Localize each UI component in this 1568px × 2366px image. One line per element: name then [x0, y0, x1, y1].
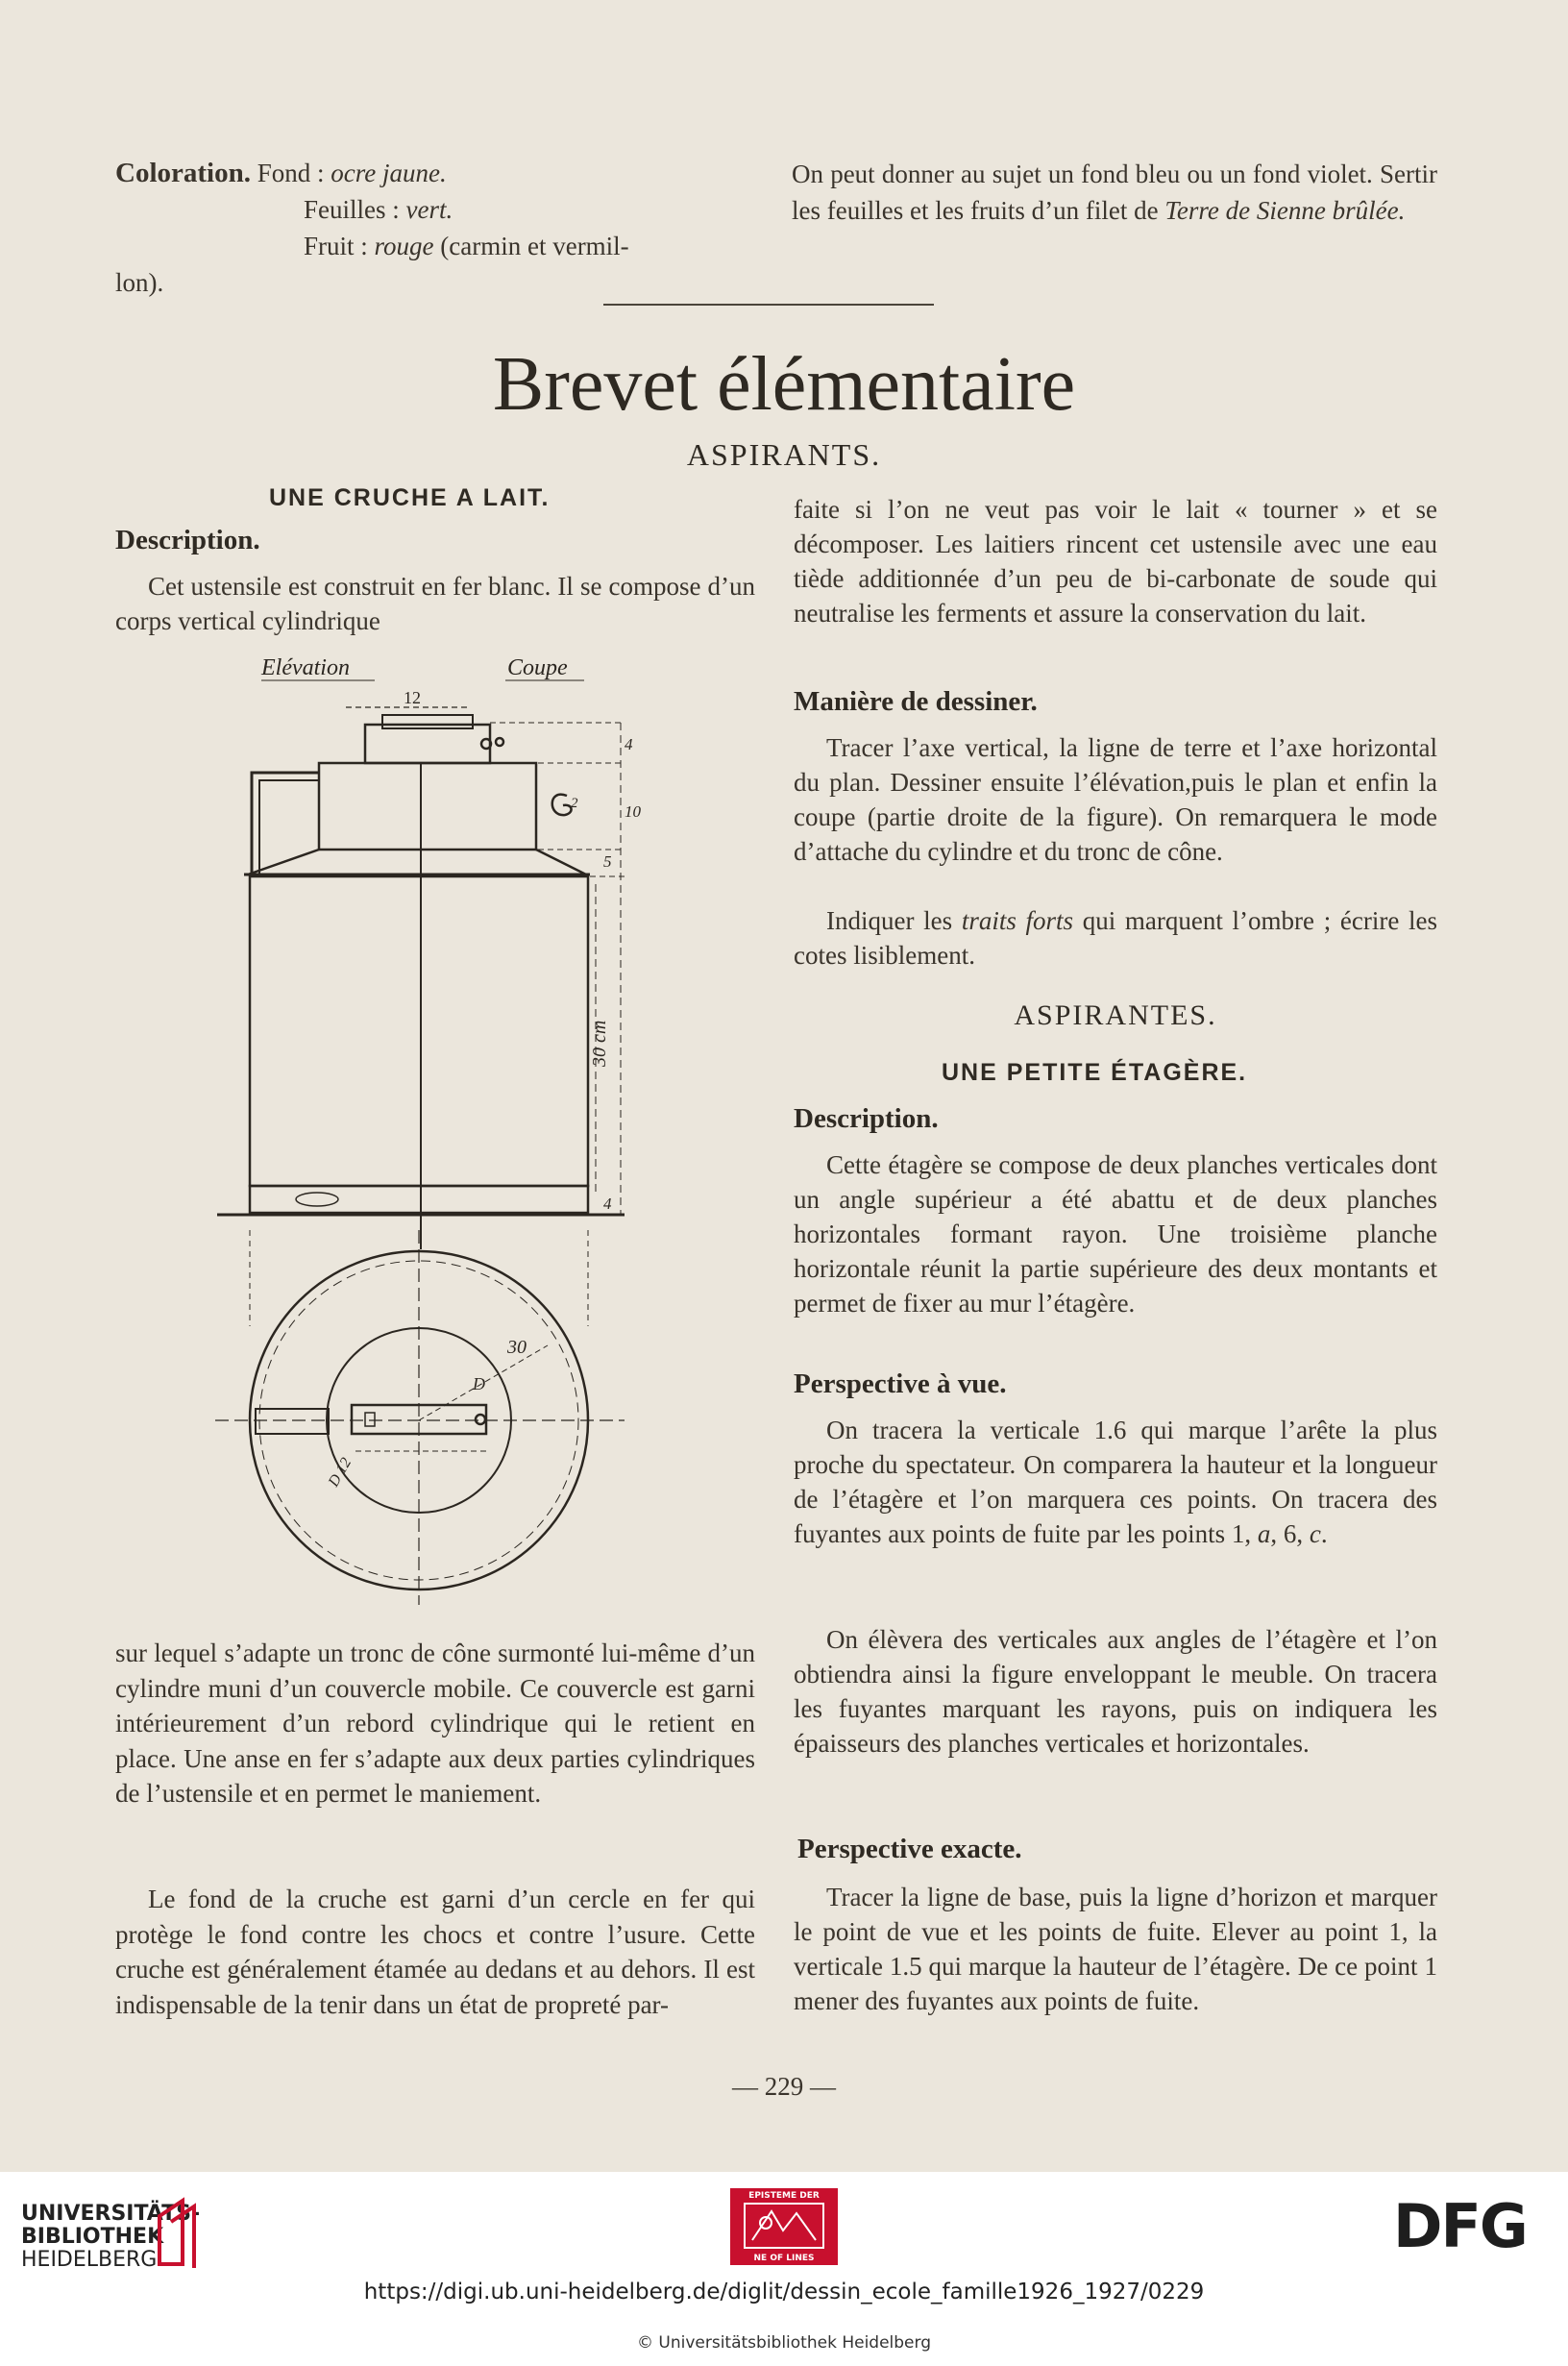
jug-lid-hinge-2 — [496, 738, 503, 746]
dim-4-top: 4 — [625, 735, 633, 753]
library-line-2: BIBLIOTHEK — [21, 2225, 164, 2249]
lid-rim-detail — [552, 795, 572, 815]
aspirants-heading: ASPIRANTS. — [686, 437, 882, 472]
etagere-heading: UNE PETITE ÉTAGÈRE. — [942, 1059, 1248, 1086]
coloration-line-3 — [304, 229, 769, 263]
permalink-url[interactable]: https://digi.ub.uni-heidelberg.de/diglit/dessin_ecole_famille1926_1927/0229 — [363, 2280, 1205, 2304]
library-logo-icon — [154, 2197, 200, 2272]
dim-12: 12 — [404, 688, 421, 707]
aspirantes-heading: ASPIRANTES. — [1014, 999, 1217, 1031]
dim-10: 10 — [625, 802, 641, 821]
cruche-description-3: Le fond de la cruche est garni d’un cercle en fer qui protège le fond contre les chocs et contre l’usure. Cette cruche est généralement étamée au dedans et au dehors. Il est indispensable de la tenir dans un état de propreté par- — [115, 1885, 755, 2019]
elevation-label: Elévation — [261, 655, 350, 680]
perspective-vue-paragraph-2: On élèvera des verticales aux angles de l’étagère et l’on obtiendra ainsi la figure enveloppant le meuble. On tracera les fuyantes marquant les rayons, puis on indiquera les épaisseurs des planches verticales et horizontales. — [794, 1625, 1437, 1758]
perspective-vue-1-plain: On tracera la verticale 1.6 qui marque l’arête la plus proche du spectateur. On comparera la hauteur et la longueur de l’étagère et l’on marquera ces points. On tracera des fuyantes aux points de fuite par les points 1, — [794, 1416, 1437, 1548]
maniere-2-rest: qui marquent l’ombre ; écrire les cotes lisiblement. — [794, 906, 1437, 970]
maniere-paragraph-1: Tracer l’axe vertical, la ligne de terre et l’axe horizontal du plan. Dessiner ensuite l’élévation,puis le plan et enfin la coupe (partie droite de la figure). On remarquera le mode d’attache du cylindre et du tronc de cône. — [794, 733, 1437, 866]
copyright-notice: © Universitätsbibliothek Heidelberg — [636, 2333, 931, 2353]
cruche-description-1: Cet ustensile est construit en fer blanc. Il se compose d’un corps vertical cylindrique — [115, 572, 755, 635]
dim-2: 2 — [571, 796, 578, 811]
fruit-value: rouge — [374, 232, 434, 260]
badge-graphic-icon — [743, 2202, 825, 2250]
feuilles-label: Feuilles : — [304, 195, 406, 224]
jug-upper-cylinder — [319, 763, 536, 850]
cruche-description-label: Description. — [115, 525, 260, 555]
jug-lid — [365, 725, 490, 763]
perspective-vue-label: Perspective à vue. — [794, 1368, 1007, 1399]
plan-knob-detail-left — [365, 1413, 375, 1426]
jug-bottom-ring — [250, 1186, 588, 1213]
coloration-right-text-plain: On peut donner au sujet un fond bleu ou un fond violet. Sertir les feuilles et les fruits d’un filet de — [792, 160, 1437, 225]
coloration-line-4: lon). — [115, 268, 164, 297]
maniere-2-plain: Indiquer les — [826, 906, 962, 935]
cruche-description-2: sur lequel s’adapte un tronc de cône surmonté lui-même d’un cylindre muni d’un couvercle mobile. Ce couvercle est garni intérieurement d’un rebord cylindrique qui le retient en place. Une anse en fer s’adapte aux deux parties cylindriques de l’ustensile et en permet le maniement. — [115, 1639, 755, 1808]
perspective-vue-paragraph-1 — [794, 1413, 1437, 1551]
library-line-3: HEIDELBERG — [21, 2248, 158, 2272]
fond-value: ocre jaune. — [331, 159, 447, 187]
episteme-badge[interactable] — [730, 2188, 838, 2265]
etagere-description-label: Description. — [794, 1103, 939, 1134]
maniere-label: Manière de dessiner. — [794, 686, 1038, 717]
ring-rivet — [296, 1193, 338, 1206]
library-line-1: UNIVERSITÄTS- — [21, 2202, 201, 2226]
dfg-logo[interactable]: DFG — [1393, 2191, 1527, 2261]
separator-rule — [603, 304, 934, 306]
cruche-description-4: faite si l’on ne veut pas voir le lait « tourner » et se décomposer. Les laitiers rincent cet ustensile avec une eau tiède additionnée d’un peu de bi-carbonate de soude qui neutralise les ferments et assure la conservation du lait. — [794, 495, 1437, 628]
dim-d12: D 12 — [325, 1455, 355, 1490]
dim-5: 5 — [603, 852, 612, 871]
feuilles-value: vert. — [405, 195, 453, 224]
perspective-vue-1-c: c — [1309, 1519, 1321, 1548]
coloration-line-2 — [304, 192, 765, 227]
perspective-vue-1-mid: , 6, — [1270, 1519, 1310, 1548]
perspective-exacte-paragraph: Tracer la ligne de base, puis la ligne d’horizon et marquer le point de vue et les points de fuite. Elever au point 1, la verticale 1.5 qui marque la hauteur de l’étagère. De ce point 1 mener des fuyantes aux points de fuite. — [794, 1883, 1437, 2015]
jug-lid-knob — [382, 715, 473, 728]
coloration-label: Coloration. — [115, 158, 251, 188]
page-title: Brevet élémentaire — [492, 342, 1076, 427]
perspective-exacte-label: Perspective exacte. — [797, 1834, 1022, 1864]
dim-30: 30 — [507, 1337, 527, 1358]
dim-d: D — [473, 1374, 485, 1393]
fruit-rest: (carmin et vermil- — [433, 232, 629, 260]
fruit-label: Fruit : — [304, 232, 375, 260]
jug-handle-inner — [259, 780, 319, 876]
cruche-heading: UNE CRUCHE A LAIT. — [269, 484, 551, 511]
plan-knob-detail-right — [476, 1415, 485, 1424]
badge-line-1: EPISTEME DER — [748, 2191, 820, 2201]
coupe-label: Coupe — [507, 655, 568, 680]
coloration-right-text-italic: Terre de Sienne brûlée. — [1164, 196, 1406, 225]
dim-30cm: 30 cm — [589, 1020, 610, 1067]
plan-handle — [256, 1409, 329, 1434]
perspective-vue-1-end: . — [1320, 1519, 1328, 1548]
fond-label: Fond : — [257, 159, 331, 187]
milk-jug-drawing — [202, 653, 673, 1605]
badge-line-2: NE OF LINES — [753, 2254, 815, 2263]
dim-4-bottom: 4 — [603, 1195, 612, 1213]
maniere-2-italic: traits forts — [961, 906, 1074, 935]
page-number: — 229 — — [732, 2072, 836, 2101]
jug-cone — [248, 850, 586, 875]
maniere-paragraph-2 — [794, 903, 1437, 973]
coloration-right-text — [792, 156, 1437, 229]
viewer-footer — [0, 2172, 1568, 2366]
coloration-line-1 — [115, 156, 769, 190]
perspective-vue-1-a: a — [1257, 1519, 1271, 1548]
jug-body — [250, 876, 588, 1186]
etagere-description-1: Cette étagère se compose de deux planches verticales dont un angle supérieur a été abattu et de deux planches horizontales formant rayon. Une troisième planche horizontale réunit la partie supérieure des deux montants et permet de fixer au mur l’étagère. — [794, 1150, 1437, 1318]
